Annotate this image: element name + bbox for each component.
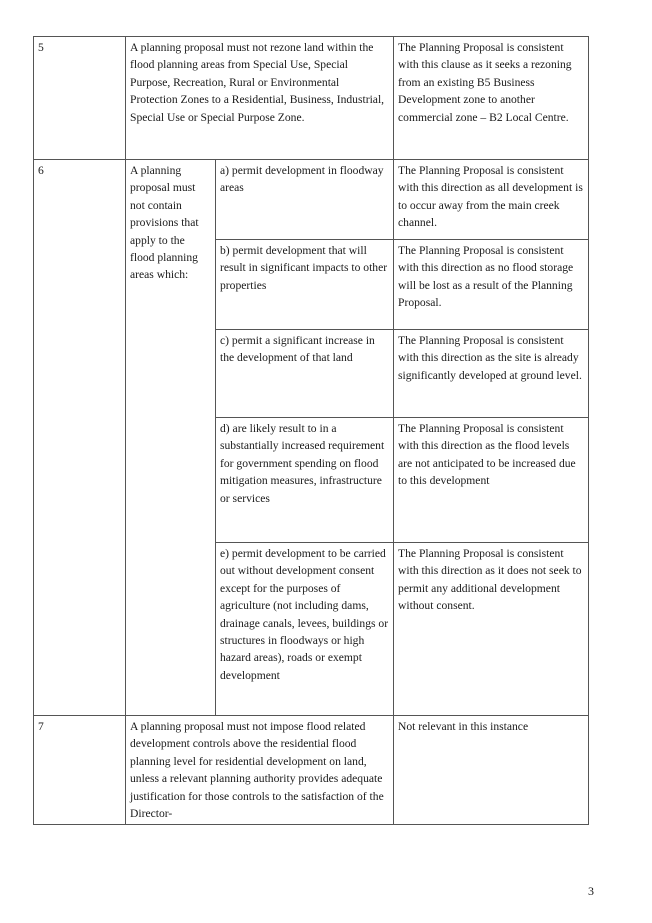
row-number: 5	[34, 37, 126, 160]
requirement-text: A planning proposal must not impose flood related development controls above the residential flood planning level for residential development on land, unless a relevant planning authority provides adequate justification for those controls to the satisfaction of the Director-	[126, 716, 394, 825]
page-number: 3	[588, 884, 594, 898]
subitem-text: c) permit a significant increase in the development of that land	[216, 330, 394, 418]
subitem-text: a) permit development in floodway areas	[216, 160, 394, 240]
table-row	[34, 37, 589, 160]
comment-text: The Planning Proposal is consistent with this direction as no flood storage will be lost as a result of the Planning Proposal.	[394, 240, 589, 330]
subitem-text: b) permit development that will result in significant impacts to other properties	[216, 240, 394, 330]
row-number: 6	[34, 160, 126, 716]
comment-text: The Planning Proposal is consistent with this direction as all development is to occur away from the main creek channel.	[394, 160, 589, 240]
comment-text: Not relevant in this instance	[394, 716, 589, 825]
comment-text: The Planning Proposal is consistent with this direction as the site is already significantly developed at ground level.	[394, 330, 589, 418]
requirement-text: A planning proposal must not contain provisions that apply to the flood planning areas which:	[126, 160, 216, 716]
table-row	[34, 716, 589, 825]
comment-text: The Planning Proposal is consistent with this clause as it seeks a rezoning from an existing B5 Business Development zone to another commercial zone – B2 Local Centre.	[394, 37, 589, 160]
direction-table	[33, 36, 589, 825]
table-row	[34, 160, 589, 240]
comment-text: The Planning Proposal is consistent with this direction as the flood levels are not anticipated to be increased due to this development	[394, 418, 589, 543]
subitem-text: d) are likely result to in a substantially increased requirement for government spending on flood mitigation measures, infrastructure or services	[216, 418, 394, 543]
comment-text: The Planning Proposal is consistent with this direction as it does not seek to permit any additional development without consent.	[394, 543, 589, 716]
row-number: 7	[34, 716, 126, 825]
subitem-text: e) permit development to be carried out without development consent except for the purposes of agriculture (not including dams, drainage canals, levees, buildings or structures in floodways or high hazard areas), roads or exempt development	[216, 543, 394, 716]
requirement-text: A planning proposal must not rezone land within the flood planning areas from Special Use, Special Purpose, Recreation, Rural or Environmental Protection Zones to a Residential, Business, Industrial, Special Use or Special Purpose Zone.	[126, 37, 394, 160]
